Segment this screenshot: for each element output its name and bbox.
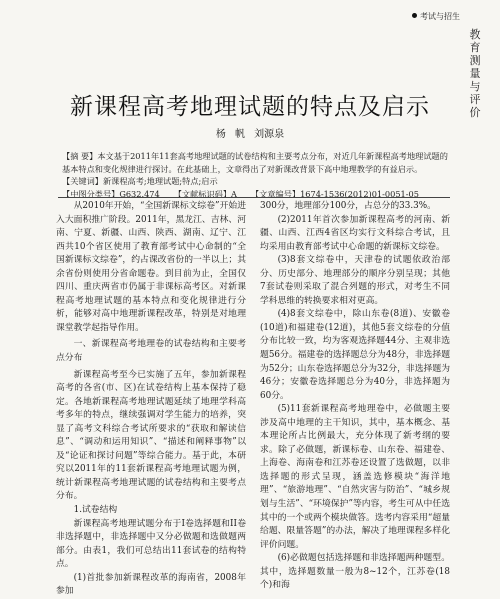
article-number: 【文章编号】1674-1536(2012)01-0051-05 [250,188,419,199]
body-paragraph: (3)8套文综卷中，天津卷的试题依政治部分、历史部分、地理部分的顺序分别呈现；其他7套试卷则采取了混合列题的形式，对考生不同学科思维的转换要求相对更高。 [260,255,450,306]
body-paragraph: 300分，地理部分100分，占总分的33.3%。 [260,201,436,211]
document-code: 【文献标识码】A [173,188,237,199]
classification-meta [62,188,448,201]
article-authors: 杨 帆 刘源泉 [215,129,285,140]
body-paragraph: (2)2011年首次参加新课程高考的河南、新疆、山西、江西4省区均实行文科综合考试，且均采用由教育部考试中心命题的新课标文综卷。 [260,214,450,252]
clc-number: 【中图分类号】G632.474 [62,188,160,199]
abstract-block [62,150,448,200]
body-paragraph: 新课程高考至今已实施了五年，参加新课程高考的各省(市、区)在试卷结构上基本保持了稳定。各地新课程高考地理试题延续了地理学科高考多年的特点，继续强调对学生能力的培养，突显了高考文科综合考试所要求的“获取和解读信息”、“调动和运用知识”、“描述和阐释事物”以及“论证和探讨问题”等综合能力。基于此，本研究以2011年的11套新课程高考地理试题为例，统计新课程高考地理试题的试卷结构和主要考点分布。 [56,369,246,502]
body-paragraph: 1.试卷结构 [73,505,118,516]
body-paragraph: (5)11套新课程高考地理卷中，必做题主要涉及高中地理的主干知识，其中，基本概念、基本理论所占比例最大，充分体现了新考纲的要求。除了必做题，新课标卷、山东卷、福建卷、上海卷、海南卷和江苏卷还设置了选做题，以非选择题的形式呈现，涵盖选修模块“海洋地理”、“旅游地理”、“自然灾害与防治”、“城乡规划与生活”、“环境保护”等内容，考生可从中任选其中的一个或两个模块做答。选考内容采用“超量给题、限量答题”的办法，解决了地理课程多样化评价问题。 [260,404,450,550]
column-label-vertical: 教育测量与评价 [469,28,481,119]
right-column [260,200,450,593]
body-paragraph: 新课程高考地理试题分布于I卷选择题和II卷非选择题中，非选择题中又分必做题和选做题两部分。由表1，我们可总结出11套试卷的结构特点。 [56,518,246,570]
article-title: 新课程高考地理试题的特点及启示 [70,94,430,120]
keywords: 【关键词】新课程高考;地理试题;特点;启示 [62,176,218,186]
left-column [56,200,246,599]
body-paragraph: 从2010年开始，“全国新课标文综卷”开始进入大面积推广阶段。2011年，黑龙江、吉林、河南、宁夏、新疆、山西、陕西、湖南、辽宁、江西共10个省区使用了教育部考试中心命制的“全国新课标文综卷”，约占课改省份的一半以上；其余省份则使用分省命题卷。到目前为止，全国仅四川、重庆两省市仍属于非课标高考区。对新课程高考地理试题的基本特点和变化规律进行分析，能够对高中地理新课程改革，特别是对地理课堂教学起指导作用。 [56,201,246,333]
bullet-icon [412,13,417,18]
section-tag [412,11,460,22]
section-tag-text: 考试与招生 [420,12,460,21]
body-paragraph: (1)首批参加新课程改革的海南省，2008年参加 [56,572,246,597]
abstract-text: 【摘 要】本文基于2011年11套高考地理试题的试卷结构和主要考点分布，对近几年新课程高考地理试题的基本特点和变化规律进行探讨。在此基础上，文章得出了对新课改背景下高中地理教学的有益启示。 [62,151,448,174]
body-paragraph: 一、新课程高考地理卷的试卷结构和主要考点分布 [56,339,246,364]
abstract-divider [58,197,450,198]
body-paragraph: (4)8套文综卷中，除山东卷(8道)、安徽卷(10道)和福建卷(12道)，其他5套文综卷的分值分布比较一致，均为客观选择题44分、主观非选题56分。福建卷的选择题总分为48分，非选择题为52分；山东卷选择题总分为32分，非选择题为46分；安徽卷选择题总分为40分，非选择题为60分。 [260,309,450,401]
body-paragraph: (6)必做题包括选择题和非选择题两种题型。其中，选择题数量一般为8~12个，江苏卷(18个)和海 [260,553,450,591]
